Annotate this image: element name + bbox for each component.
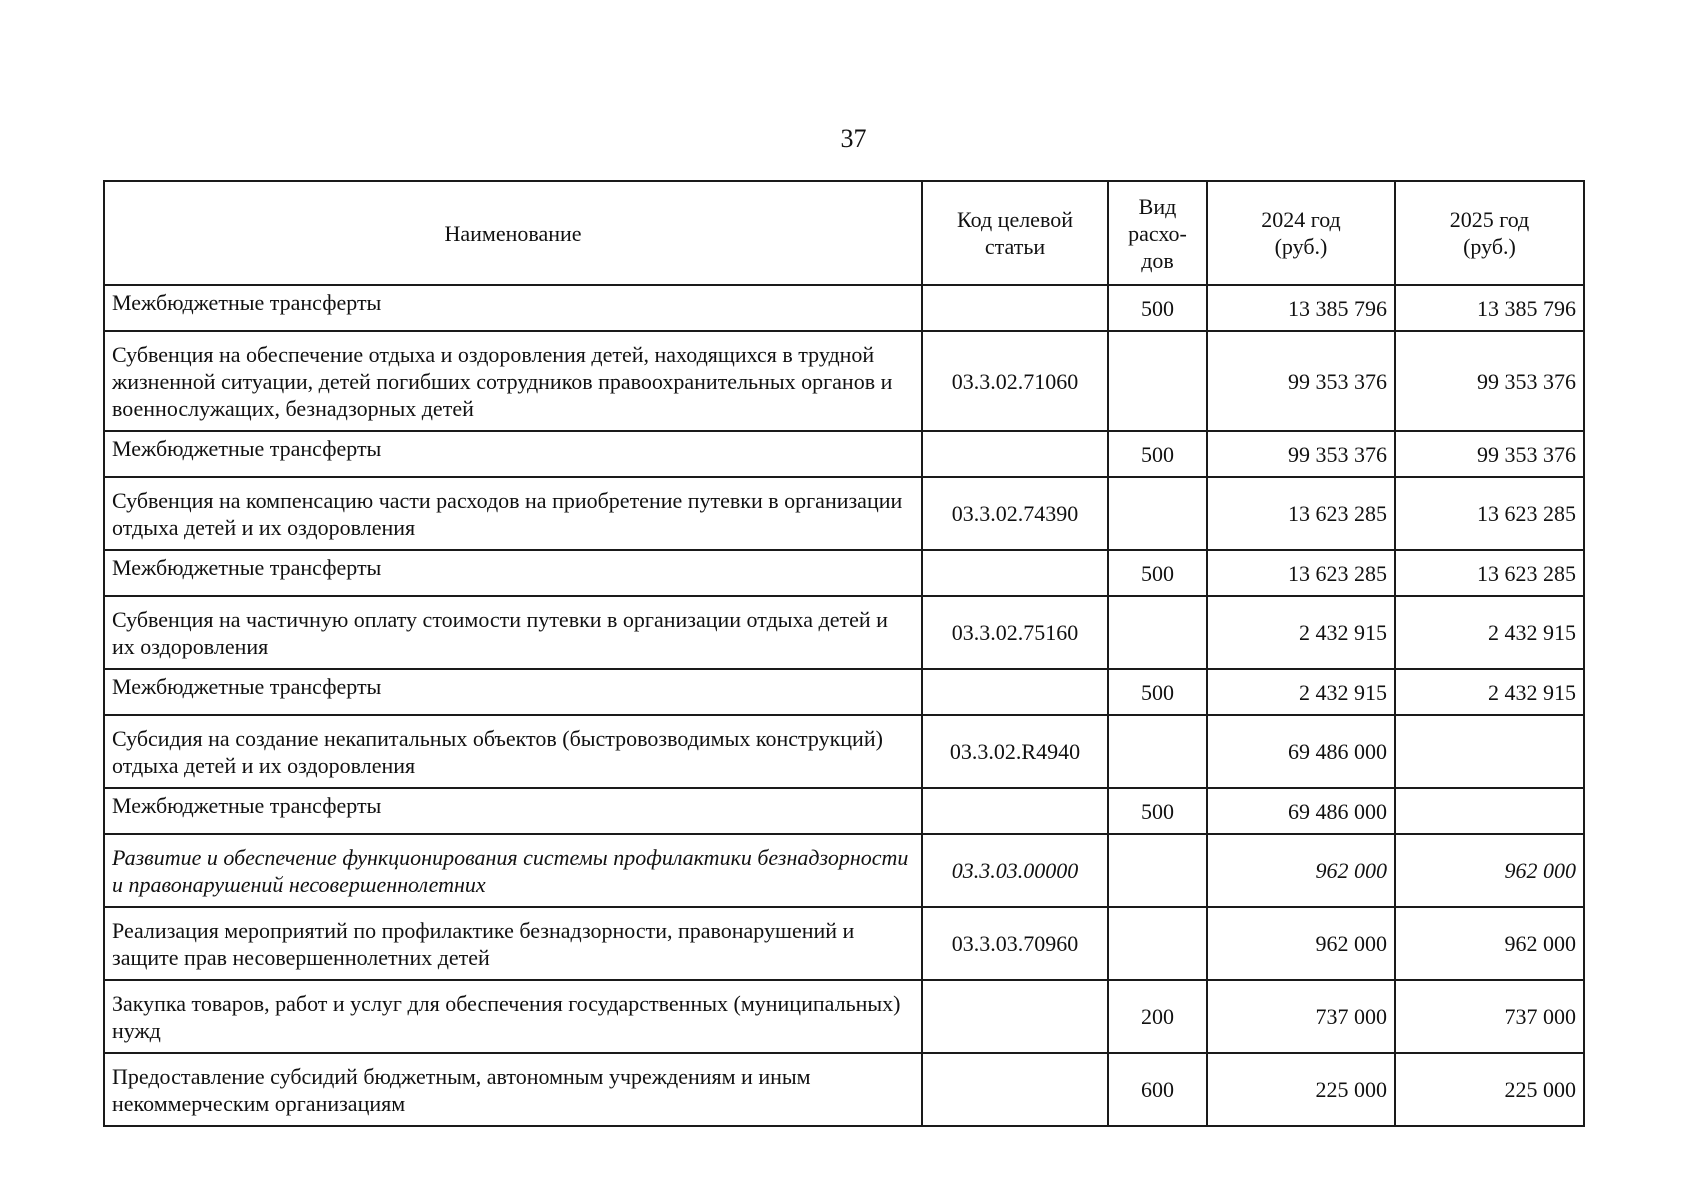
row-name: Межбюджетные трансферты	[104, 431, 922, 477]
row-kind: 600	[1108, 1053, 1207, 1126]
row-2025	[1395, 715, 1584, 788]
row-kind: 500	[1108, 669, 1207, 715]
table-body	[104, 285, 1584, 1126]
table-header	[104, 181, 1584, 285]
row-name: Субвенция на частичную оплату стоимости путевки в организации отдыха детей и их оздоровления	[104, 596, 922, 669]
row-kind	[1108, 907, 1207, 980]
row-name: Закупка товаров, работ и услуг для обеспечения государственных (муниципальных) нужд	[104, 980, 922, 1053]
table-row	[104, 669, 1584, 715]
row-kind: 500	[1108, 285, 1207, 331]
row-kind	[1108, 477, 1207, 550]
header-code	[922, 181, 1108, 285]
row-name: Субвенция на обеспечение отдыха и оздоровления детей, находящихся в трудной жизненной ситуации, детей погибших сотрудников правоохранительных органов и военнослужащих, безнадзорных детей	[104, 331, 922, 431]
row-code: 03.3.02.74390	[922, 477, 1108, 550]
header-code-line2: статьи	[984, 234, 1046, 259]
header-2025-line2: (руб.)	[1463, 234, 1516, 259]
row-2025: 99 353 376	[1395, 431, 1584, 477]
row-code	[922, 550, 1108, 596]
row-2024: 13 385 796	[1207, 285, 1395, 331]
row-2025: 2 432 915	[1395, 669, 1584, 715]
row-code: 03.3.02.71060	[922, 331, 1108, 431]
row-2025: 737 000	[1395, 980, 1584, 1053]
header-2024-line1: 2024 год	[1261, 207, 1341, 232]
row-code	[922, 1053, 1108, 1126]
table-row	[104, 907, 1584, 980]
row-2024: 225 000	[1207, 1053, 1395, 1126]
row-kind	[1108, 331, 1207, 431]
row-2024: 2 432 915	[1207, 596, 1395, 669]
row-code	[922, 669, 1108, 715]
row-code: 03.3.02.R4940	[922, 715, 1108, 788]
row-name: Межбюджетные трансферты	[104, 285, 922, 331]
page-number: 37	[840, 124, 867, 153]
row-kind: 200	[1108, 980, 1207, 1053]
header-kind-line3: дов	[1141, 247, 1174, 273]
header-name	[104, 181, 922, 285]
row-kind	[1108, 596, 1207, 669]
table-row	[104, 550, 1584, 596]
row-code: 03.3.03.00000	[922, 834, 1108, 907]
row-2024: 13 623 285	[1207, 550, 1395, 596]
row-kind	[1108, 834, 1207, 907]
header-kind	[1108, 181, 1207, 285]
row-2025: 13 385 796	[1395, 285, 1584, 331]
table-row	[104, 834, 1584, 907]
row-2025: 99 353 376	[1395, 331, 1584, 431]
header-2024-line2: (руб.)	[1274, 234, 1328, 259]
row-name: Субвенция на компенсацию части расходов на приобретение путевки в организации отдыха детей и их оздоровления	[104, 477, 922, 550]
row-name: Субсидия на создание некапитальных объектов (быстровозводимых конструкций) отдыха детей и их оздоровления	[104, 715, 922, 788]
row-kind: 500	[1108, 431, 1207, 477]
header-name-label: Наименование	[444, 220, 582, 246]
header-2025-line1: 2025 год	[1449, 207, 1530, 232]
header-kind-line2: расхо-	[1128, 220, 1187, 246]
header-kind-line1: Вид	[1138, 193, 1177, 219]
row-name: Развитие и обеспечение функционирования системы профилактики безнадзорности и правонарушений несовершеннолетних	[104, 834, 922, 907]
row-kind	[1108, 715, 1207, 788]
header-2024	[1207, 181, 1395, 285]
row-2024: 13 623 285	[1207, 477, 1395, 550]
header-row	[104, 181, 1584, 285]
table-row	[104, 788, 1584, 834]
row-2024: 99 353 376	[1207, 331, 1395, 431]
table-row	[104, 431, 1584, 477]
row-2024: 2 432 915	[1207, 669, 1395, 715]
row-2024: 69 486 000	[1207, 788, 1395, 834]
row-name: Межбюджетные трансферты	[104, 788, 922, 834]
table-row	[104, 285, 1584, 331]
row-2024: 69 486 000	[1207, 715, 1395, 788]
row-2024: 737 000	[1207, 980, 1395, 1053]
row-2025: 2 432 915	[1395, 596, 1584, 669]
row-name: Межбюджетные трансферты	[104, 669, 922, 715]
row-2024: 962 000	[1207, 834, 1395, 907]
row-code: 03.3.03.70960	[922, 907, 1108, 980]
row-2025: 13 623 285	[1395, 550, 1584, 596]
row-code	[922, 980, 1108, 1053]
row-name: Межбюджетные трансферты	[104, 550, 922, 596]
row-code	[922, 431, 1108, 477]
table-row	[104, 715, 1584, 788]
budget-table	[103, 180, 1585, 1127]
row-name: Предоставление субсидий бюджетным, автономным учреждениям и иным некоммерческим организациям	[104, 1053, 922, 1126]
row-kind: 500	[1108, 550, 1207, 596]
table-row	[104, 596, 1584, 669]
row-kind: 500	[1108, 788, 1207, 834]
row-2024: 99 353 376	[1207, 431, 1395, 477]
row-code	[922, 285, 1108, 331]
row-name: Реализация мероприятий по профилактике безнадзорности, правонарушений и защите прав несовершеннолетних детей	[104, 907, 922, 980]
table-row	[104, 477, 1584, 550]
row-2025: 962 000	[1395, 834, 1584, 907]
header-2025	[1395, 181, 1584, 285]
row-2024: 962 000	[1207, 907, 1395, 980]
row-code	[922, 788, 1108, 834]
table-row	[104, 1053, 1584, 1126]
table-row	[104, 331, 1584, 431]
row-2025: 13 623 285	[1395, 477, 1584, 550]
row-code: 03.3.02.75160	[922, 596, 1108, 669]
table-row	[104, 980, 1584, 1053]
row-2025: 962 000	[1395, 907, 1584, 980]
header-code-line1: Код целевой	[957, 207, 1073, 232]
row-2025	[1395, 788, 1584, 834]
row-2025: 225 000	[1395, 1053, 1584, 1126]
